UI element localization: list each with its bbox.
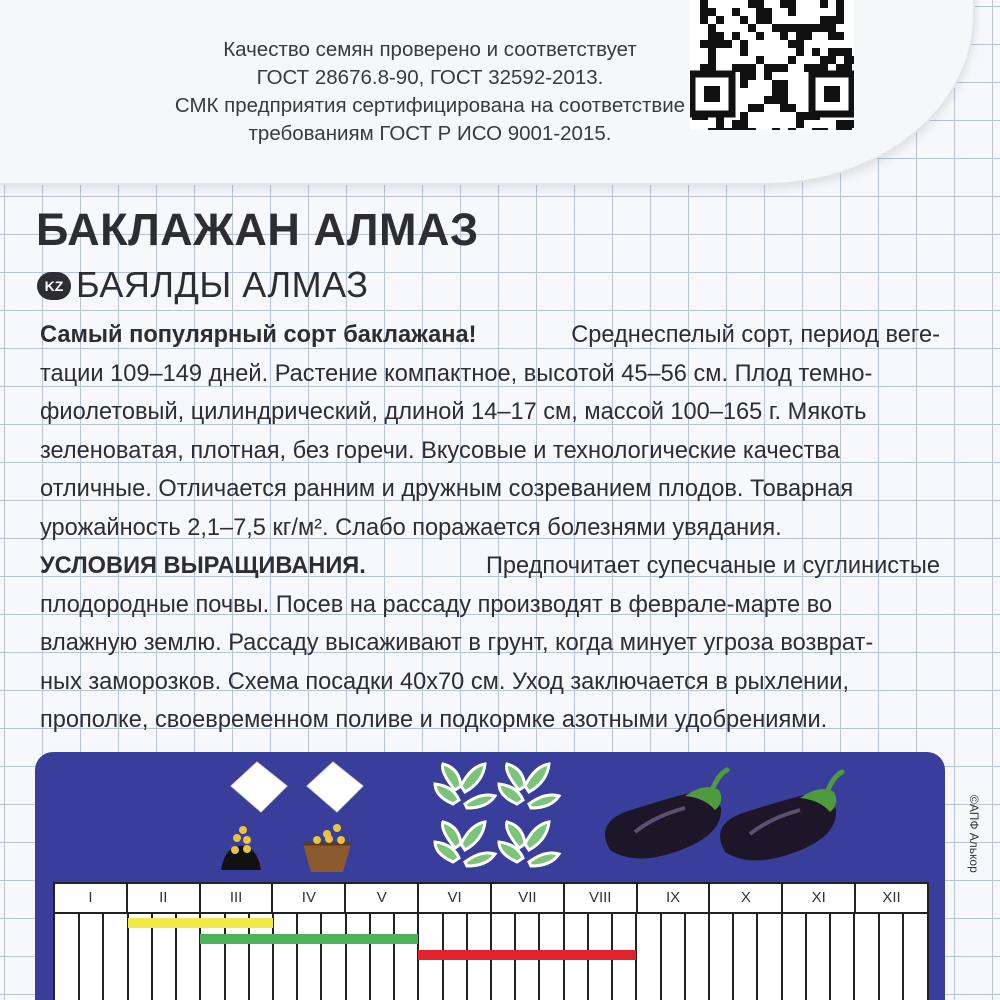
grid-line <box>902 914 904 1000</box>
grid-line <box>393 914 395 1000</box>
month-label: III <box>201 884 274 912</box>
qr-code-icon[interactable] <box>690 0 854 130</box>
harvest-period-bar <box>418 950 636 960</box>
month-label: VIII <box>565 884 638 912</box>
month-label: IV <box>273 884 346 912</box>
seed-packet-icon <box>221 762 287 870</box>
description-text: ных заморозков. Схема посадки 40х70 см. Уход заключается в рыхлении, <box>40 668 850 695</box>
month-header <box>55 884 927 914</box>
eggplant-icon <box>605 770 842 861</box>
copyright-text: ©АПФ Алькор <box>967 795 981 873</box>
description-line <box>40 470 940 509</box>
description-line <box>40 624 940 663</box>
product-title: БАКЛАЖАН АЛМАЗ <box>36 204 479 255</box>
description-text: фиолетовый, цилиндрический, длиной 14–17 см, массой 100–165 г. Мякоть <box>40 399 867 425</box>
cert-line: Качество семян проверено и соответствует <box>223 38 637 61</box>
kz-language-badge: KZ <box>37 272 71 300</box>
month-label: VI <box>419 884 492 912</box>
description-line <box>40 393 940 432</box>
month-label: VII <box>492 884 565 912</box>
description-text: Среднеспелый сорт, период веге- <box>571 322 940 348</box>
month-label: II <box>128 884 201 912</box>
sowing-period-bar <box>128 918 273 928</box>
description-line <box>40 316 940 355</box>
cert-line: СМК предприятия сертифицирована на соответствие <box>174 94 686 117</box>
seedling-icon <box>435 764 559 866</box>
seedlings-period-bar <box>200 934 418 944</box>
description-line <box>40 547 940 586</box>
grid-line <box>853 914 855 1000</box>
description-text: зеленоватая, плотная, без горечи. Вкусовые и технологические качества <box>40 437 840 464</box>
grid-line <box>781 914 783 1000</box>
month-label: XI <box>783 884 856 912</box>
grid-line <box>660 914 662 1000</box>
grid-line <box>102 914 104 1000</box>
grid-line <box>78 914 80 1000</box>
headline-bold: Самый популярный сорт баклажана! <box>40 322 477 348</box>
grid-line <box>684 914 686 1000</box>
seed-pot-icon <box>303 762 363 872</box>
description-text: урожайность 2,1–7,5 кг/м². Слабо поражается болезнями увядания. <box>40 514 782 541</box>
month-label: IX <box>638 884 711 912</box>
description <box>40 316 940 740</box>
description-line <box>40 509 940 548</box>
description-line <box>40 701 940 740</box>
grid-line <box>708 914 710 1000</box>
description-text: отличные. Отличается ранним и дружным созреванием плодов. Товарная <box>40 476 854 502</box>
month-label: XII <box>882 889 901 906</box>
description-line <box>40 432 940 471</box>
description-text: влажную землю. Рассаду высаживают в грунт, когда минует угроза возврат- <box>40 630 874 656</box>
description-line <box>40 355 940 394</box>
grid-line <box>369 914 371 1000</box>
grid-line <box>756 914 758 1000</box>
product-title-kazakh: БАЯЛДЫ АЛМАЗ <box>76 264 369 305</box>
grid-line <box>805 914 807 1000</box>
cert-line: ГОСТ 28676.8-90, ГОСТ 32592-2013. <box>256 66 604 89</box>
description-text: плодородные почвы. Посев на рассаду производят в феврале-марте во <box>40 591 833 618</box>
cert-line: требованиям ГОСТ Р ИСО 9001-2015. <box>248 122 612 145</box>
month-label: V <box>346 884 419 912</box>
growing-calendar <box>53 882 929 1000</box>
calendar-icons <box>35 752 945 882</box>
grid-line <box>732 914 734 1000</box>
description-text: прополке, своевременном поливе и подкормке азотными удобрениями. <box>40 707 828 733</box>
certification-text <box>140 36 720 148</box>
month-label: I <box>55 884 128 912</box>
grid-line <box>829 914 831 1000</box>
section-heading-bold: УСЛОВИЯ ВЫРАЩИВАНИЯ. <box>40 553 366 579</box>
grid-line <box>878 914 880 1000</box>
calendar-grid <box>55 914 927 1000</box>
copyright-note <box>962 795 986 920</box>
growing-calendar-panel <box>35 752 945 1000</box>
description-text: Предпочитает супесчаные и суглинистые <box>485 553 940 579</box>
grid-line <box>296 914 298 1000</box>
grid-line <box>345 914 347 1000</box>
description-text: тации 109–149 дней. Растение компактное, высотой 45–56 см. Плод темно- <box>40 360 873 387</box>
description-line <box>40 586 940 625</box>
month-label: X <box>710 884 783 912</box>
grid-line <box>320 914 322 1000</box>
description-line <box>40 663 940 702</box>
